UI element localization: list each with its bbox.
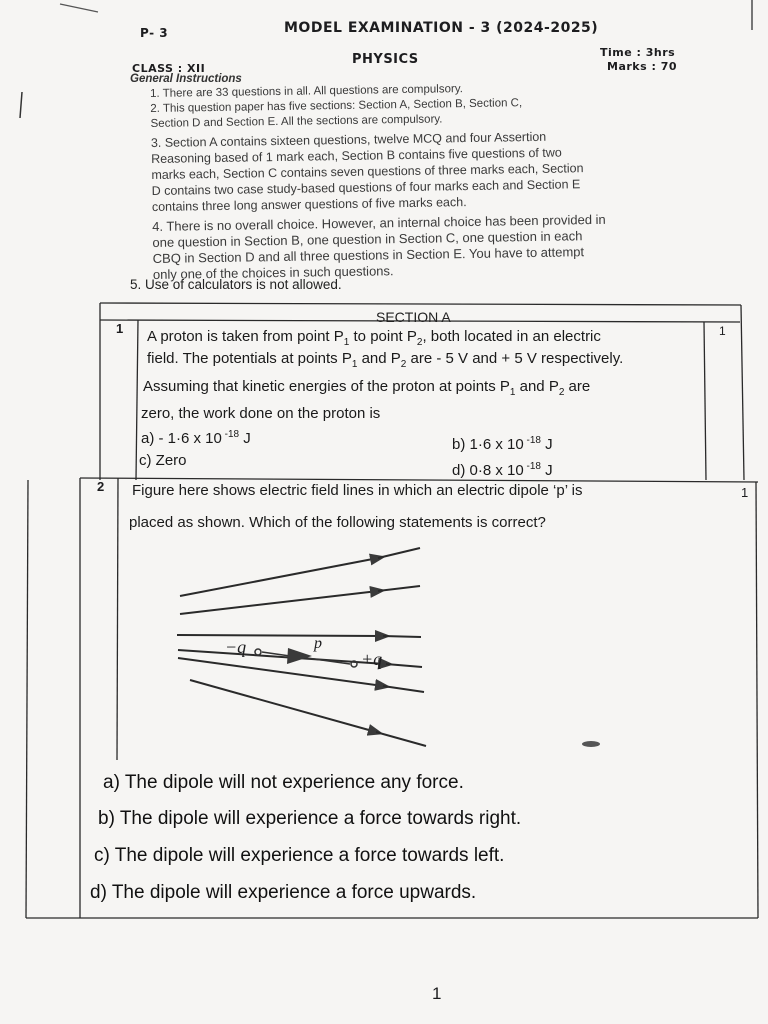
- q1-line-3: Assuming that kinetic energies of the proton at points $P_1$ and $P_2$ are: [143, 378, 591, 398]
- q2-number: 2: [97, 479, 105, 494]
- q2-marks: 1: [741, 485, 749, 500]
- instruction-line: D contains two case study-based questions of four marks each and Section E: [151, 177, 581, 198]
- q1-line-1: A proton is taken from point $P_1$ to point $P_2$, both located in an electric: [147, 328, 601, 348]
- instructions-heading: General Instructions: [130, 73, 242, 85]
- q2-line-2: placed as shown. Which of the following statements is correct?: [129, 514, 546, 531]
- field-line: [383, 636, 421, 637]
- paper-code: P- 3: [140, 26, 169, 40]
- instruction-line: CBQ in Section D and all three questions in Section E. You have to attempt: [152, 244, 585, 266]
- field-line: [177, 635, 383, 636]
- instruction-line: one question in Section B, one question in Section C, one question in each: [152, 228, 583, 250]
- q1-option-c: c) Zero: [139, 452, 187, 469]
- field-line: [383, 686, 424, 692]
- q1-number: 1: [116, 321, 124, 336]
- field-line: [386, 664, 422, 667]
- instruction-line: marks each, Section C contains seven questions of three marks each, Section: [151, 161, 584, 182]
- negative-charge: [255, 649, 261, 655]
- field-line: [180, 558, 378, 596]
- field-line: [378, 548, 420, 558]
- instruction-line: only one of the choices in such questions.: [152, 263, 394, 282]
- marks-label: Marks : 70: [607, 60, 678, 73]
- instruction-line: 4. There is no overall choice. However, an internal choice has been provided in: [152, 211, 606, 234]
- instruction-line: Section D and Section E. All the sections are compulsory.: [150, 113, 443, 130]
- q2-option-c: c) The dipole will experience a force towards left.: [94, 845, 505, 866]
- instruction-line: 3. Section A contains sixteen questions, twelve MCQ and four Assertion: [150, 129, 547, 150]
- instruction-line: 5. Use of calculators is not allowed.: [130, 277, 342, 292]
- q2-option-a: a) The dipole will not experience any force.: [103, 772, 464, 793]
- page-number: 1: [432, 984, 442, 1003]
- instruction-line: 2. This question paper has five sections: Section A, Section B, Section C,: [150, 97, 523, 115]
- q1-option-d: d) 0·8 x 10 $^{-18}$ J: [452, 461, 553, 479]
- exam-title: MODEL EXAMINATION - 3 (2024-2025): [284, 20, 599, 36]
- instruction-line: contains three long answer questions of five marks each.: [151, 195, 467, 214]
- field-line: [180, 591, 378, 614]
- q2-option-d: d) The dipole will experience a force upwards.: [90, 882, 477, 903]
- dipole-arrowhead: [287, 648, 312, 664]
- time-label: Time : 3hrs: [600, 46, 676, 59]
- field-line: [378, 586, 420, 591]
- field-line: [190, 680, 376, 732]
- dipole-moment-label: p: [314, 635, 322, 652]
- q2-line-1: Figure here shows electric field lines in which an electric dipole ‘p’ is: [132, 482, 583, 499]
- class-label: CLASS : XII: [132, 62, 206, 75]
- section-title: SECTION A: [376, 309, 451, 325]
- instruction-line: 1. There are 33 questions in all. All questions are compulsory.: [150, 83, 463, 100]
- instruction-line: Reasoning based of 1 mark each, Section B contains five questions of two: [151, 145, 562, 166]
- subject-title: PHYSICS: [352, 52, 419, 67]
- q1-line-4: zero, the work done on the proton is: [141, 405, 381, 422]
- q1-option-b: b) 1·6 x 10 $^{-18}$ J: [452, 435, 553, 453]
- q2-option-b: b) The dipole will experience a force towards right.: [98, 808, 522, 829]
- q1-marks: 1: [719, 324, 726, 338]
- q1-option-a: a) - 1·6 x 10 $^{-18}$ J: [141, 429, 251, 447]
- positive-charge-label: +q: [361, 649, 383, 669]
- negative-charge-label: −q: [225, 637, 247, 657]
- field-line: [376, 732, 426, 746]
- q1-line-2: field. The potentials at points $P_1$ and $P_2$ are - 5 V and + 5 V respectively.: [147, 350, 624, 370]
